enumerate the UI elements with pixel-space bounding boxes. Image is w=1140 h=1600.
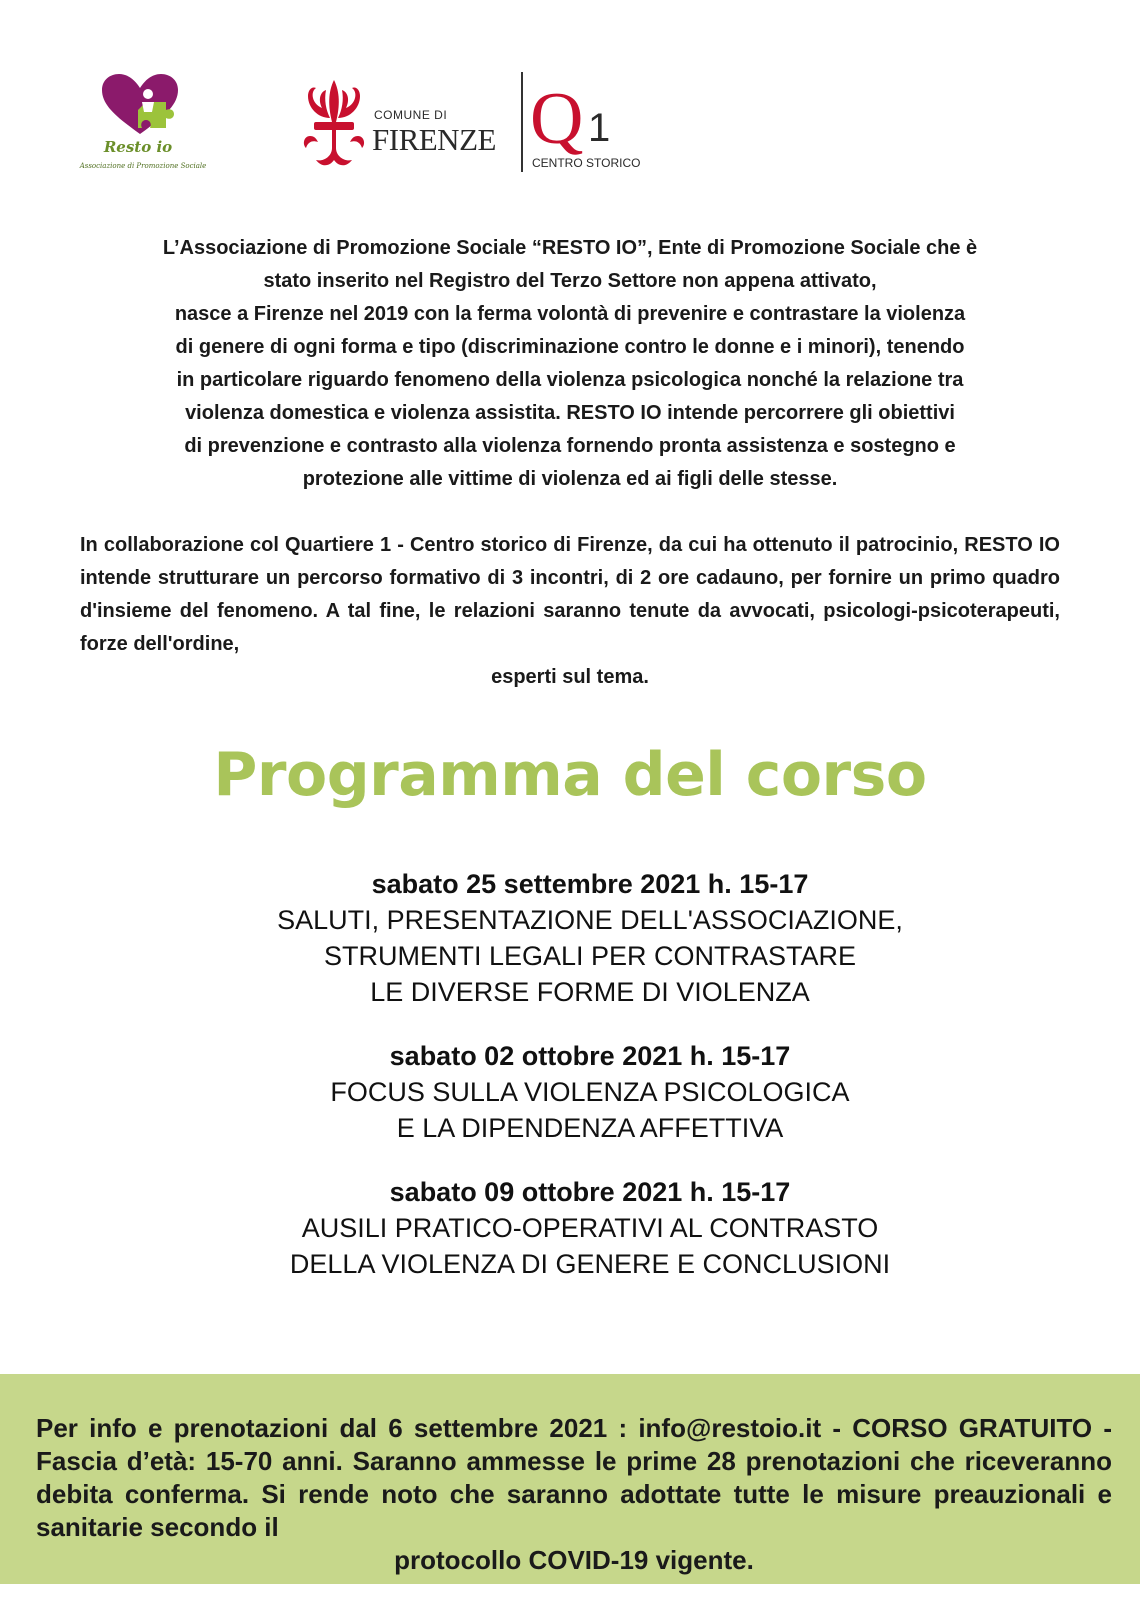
session-2 [150,1038,1030,1146]
heart-puzzle-icon [98,72,188,138]
logo-divider [521,72,523,172]
booking-info: Per info e prenotazioni dal 6 settembre 2021 : info@restoio.it - CORSO GRATUITO - Fascia d’età: 15-70 anni. Saranno ammesse le prime 28 prenotazioni che riceveranno debita conferma. Si rende noto che saranno adottate tutte le misure preauzionali e sanitarie secondo il [36,1413,1112,1542]
intro-line: protezione alle vittime di violenza ed ai figli delle stesse. [302,468,838,490]
intro-paragraph-1 [80,232,1060,496]
comune-di-label: COMUNE DI [374,108,448,122]
info-footer [0,1374,1140,1584]
session-topic: SALUTI, PRESENTAZIONE DELL'ASSOCIAZIONE, [277,905,903,935]
session-date: sabato 09 ottobre 2021 h. 15-17 [389,1177,791,1207]
session-topic: AUSILI PRATICO-OPERATIVI AL CONTRASTO [301,1213,879,1243]
session-date: sabato 25 settembre 2021 h. 15-17 [371,869,809,899]
intro-line: stato inserito nel Registro del Terzo Settore non appena attivato, [263,270,877,292]
intro-text [80,232,1060,694]
footer-text [36,1412,1112,1577]
session-1 [150,866,1030,1010]
program-title: Programma del corso [213,740,927,810]
session-date: sabato 02 ottobre 2021 h. 15-17 [389,1041,791,1071]
intro-line: violenza domestica e violenza assistita. RESTO IO intende percorrere gli obiettivi [185,402,955,424]
session-topic: FOCUS SULLA VIOLENZA PSICOLOGICA [330,1077,850,1107]
session-3 [150,1174,1030,1282]
resto-io-logo [78,72,208,182]
session-list [150,866,1030,1310]
session-topic: STRUMENTI LEGALI PER CONTRASTARE [323,941,857,971]
intro-paragraph-2 [80,529,1060,694]
intro-line: L’Associazione di Promozione Sociale “RESTO IO”, Ente di Promozione Sociale che è [162,237,978,259]
intro-line: di prevenzione e contrasto alla violenza fornendo pronta assistenza e sostegno e [184,435,956,457]
quartiere-number: 1 [588,106,611,150]
resto-io-tagline: Associazione di Promozione Sociale [79,162,207,170]
resto-io-wordmark: Resto io [103,138,173,156]
centro-storico-label: CENTRO STORICO [532,156,641,170]
comune-firenze-logo [300,72,660,182]
session-topic: E LA DIPENDENZA AFFETTIVA [396,1113,784,1143]
session-topic: DELLA VIOLENZA DI GENERE E CONCLUSIONI [289,1249,891,1279]
collaboration-text-last: esperti sul tema. [491,666,649,688]
intro-line: nasce a Firenze nel 2019 con la ferma volontà di prevenire e contrastare la violenza [174,303,966,325]
booking-info-last: protocollo COVID-19 vigente. [394,1545,754,1575]
quartiere-q-letter: Q [530,78,584,160]
session-topic: LE DIVERSE FORME DI VIOLENZA [370,977,810,1007]
intro-line: di genere di ogni forma e tipo (discriminazione contro le donne e i minori), tenendo [175,336,965,358]
firenze-label: FIRENZE [372,122,496,157]
intro-line: in particolare riguardo fenomeno della violenza psicologica nonché la relazione tra [176,369,964,391]
collaboration-text: In collaborazione col Quartiere 1 - Centro storico di Firenze, da cui ha ottenuto il patrocinio, RESTO IO intende strutturare un percorso formativo di 3 incontri, di 2 ore cadauno, per fornire un primo quadro d'insieme del fenomeno. A tal fine, le relazioni saranno tenute da avvocati, psicologi-psicoterapeuti, forze dell'ordine, [80,534,1060,655]
florentine-lily-icon [300,78,368,174]
